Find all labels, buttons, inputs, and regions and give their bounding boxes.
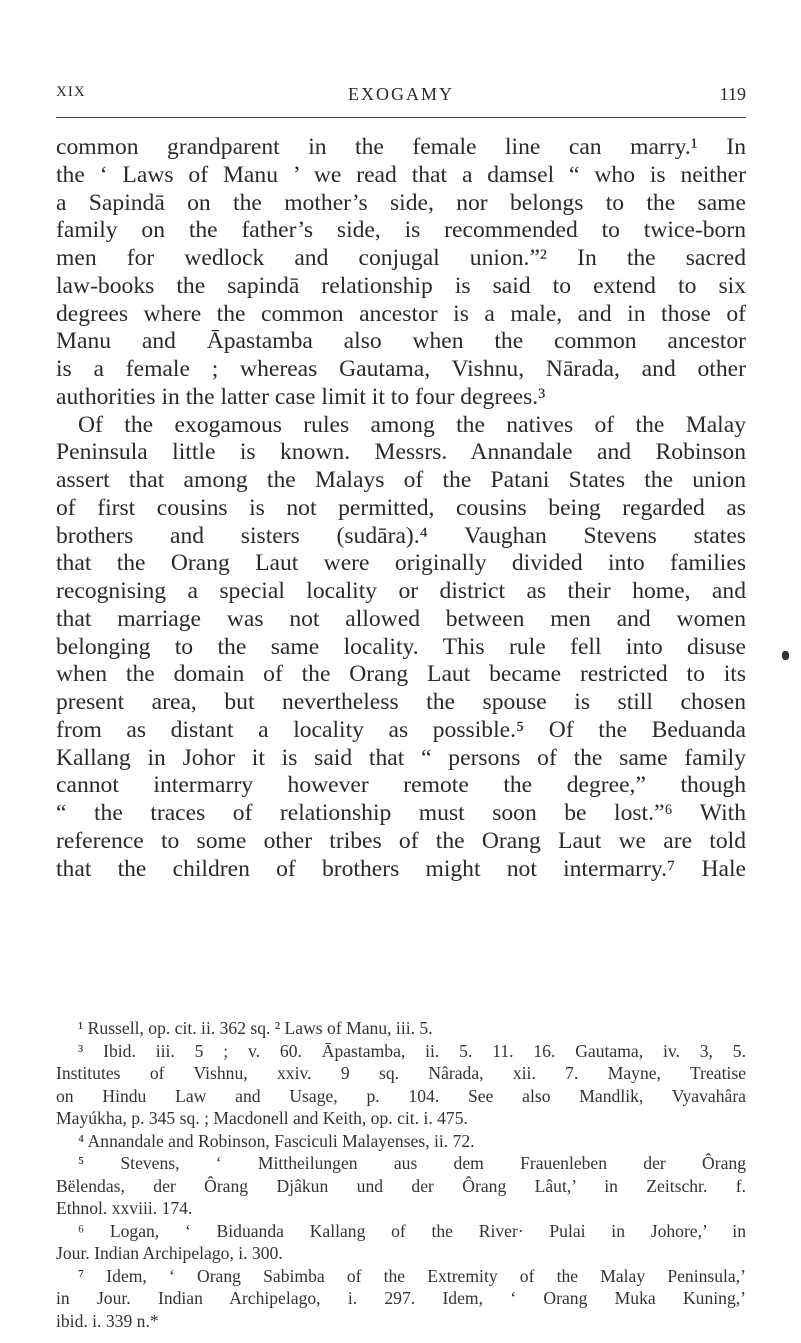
body-line: authorities in the latter case limit it to four degrees.³	[56, 383, 546, 410]
body-line: brothers and sisters (sudāra).⁴ Vaughan Stevens states	[56, 522, 746, 549]
footnote-line: ⁷ Idem, ‘ Orang Sabimba of the Extremity of the Malay Peninsula,’	[78, 1265, 746, 1286]
body-line: is a female ; whereas Gautama, Vishnu, Nārada, and other	[56, 356, 746, 382]
body-line: “ the traces of relationship must soon be lost.”⁶ With	[56, 800, 746, 826]
body-line: that the Orang Laut were originally divided into families	[56, 550, 746, 577]
body-line: Manu and Āpastamba also when the common ancestor	[56, 328, 746, 355]
body-line: law-books the sapindā relationship is said to extend to six	[56, 272, 746, 299]
chapter-number: XIX	[56, 84, 86, 100]
body-line: common grandparent in the female line can marry.¹ In	[56, 134, 746, 160]
running-header	[56, 84, 746, 108]
footnote-line: ibid. i. 339 n.*	[56, 1310, 159, 1331]
body-line: degrees where the common ancestor is a male, and in those of	[56, 300, 746, 327]
footnote-line: ⁵ Stevens, ‘ Mittheilungen aus dem Frauenleben der Ôrang	[78, 1153, 746, 1173]
footnote-line: Institutes of Vishnu, xxiv. 9 sq. Nârada, xii. 7. Mayne, Treatise	[56, 1063, 746, 1083]
body-line: men for wedlock and conjugal union.”² In the sacred	[56, 245, 746, 271]
body-line: from as distant a locality as possible.⁵ Of the Beduanda	[56, 716, 746, 743]
footnote-line: ³ Ibid. iii. 5 ; v. 60. Āpastamba, ii. 5. 11. 16. Gautama, iv. 3, 5.	[78, 1040, 746, 1061]
footnote-line: Bëlendas, der Ôrang Djâkun und der Ôrang Lâut,’ in Zeitschr. f.	[56, 1175, 746, 1196]
body-line: present area, but nevertheless the spouse is still chosen	[56, 689, 746, 715]
body-line: Kallang in Johor it is said that “ persons of the same family	[56, 744, 746, 771]
footnote-line: ⁶ Logan, ‘ Biduanda Kallang of the River· Pulai in Johore,’ in	[78, 1220, 746, 1241]
footnote-line: in Jour. Indian Archipelago, i. 297. Idem, ‘ Orang Muka Kuning,’	[56, 1288, 746, 1308]
header-rule	[56, 117, 746, 118]
body-line: when the domain of the Orang Laut became restricted to its	[56, 661, 746, 688]
body-line: family on the father’s side, is recommended to twice-born	[56, 217, 746, 244]
footnote-line: Mayúkha, p. 345 sq. ; Macdonell and Keith, op. cit. i. 475.	[56, 1108, 468, 1128]
body-line: that the children of brothers might not intermarry.⁷ Hale	[56, 855, 746, 882]
page-number: 119	[719, 84, 746, 104]
footnote-line: Jour. Indian Archipelago, i. 300.	[56, 1243, 283, 1263]
footnote-line: ⁴ Annandale and Robinson, Fasciculi Malayenses, ii. 72.	[78, 1130, 475, 1151]
body-line: assert that among the Malays of the Patani States the union	[56, 467, 746, 493]
body-line: of first cousins is not permitted, cousins being regarded as	[56, 494, 746, 521]
ink-blot-mark	[782, 651, 789, 660]
footnote-line: Ethnol. xxviii. 174.	[56, 1198, 193, 1218]
body-line: cannot intermarry however remote the degree,” though	[56, 772, 746, 799]
footnote-line: on Hindu Law and Usage, p. 104. See also Mandlik, Vyavahâra	[56, 1085, 746, 1106]
body-line: a Sapindā on the mother’s side, nor belongs to the same	[56, 189, 746, 216]
body-line: belonging to the same locality. This rule fell into disuse	[56, 633, 746, 660]
body-line: recognising a special locality or district as their home, and	[56, 578, 746, 604]
body-text	[56, 134, 746, 883]
body-line: Peninsula little is known. Messrs. Annandale and Robinson	[56, 439, 746, 466]
footnote-line: ¹ Russell, op. cit. ii. 362 sq. ² Laws of Manu, iii. 5.	[78, 1018, 433, 1038]
body-line: that marriage was not allowed between men and women	[56, 605, 746, 632]
body-line: Of the exogamous rules among the natives of the Malay	[78, 411, 746, 438]
footnotes	[56, 1017, 746, 1332]
running-title: EXOGAMY	[348, 84, 454, 104]
body-line: reference to some other tribes of the Orang Laut we are told	[56, 827, 746, 854]
body-line: the ‘ Laws of Manu ’ we read that a damsel “ who is neither	[56, 161, 746, 188]
